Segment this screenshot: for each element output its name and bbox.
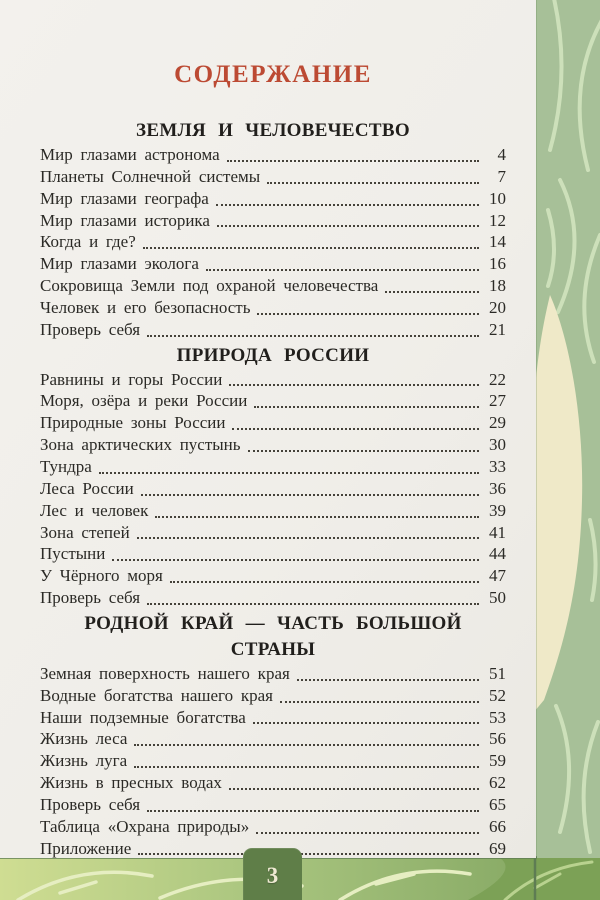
entry-page-number: 21: [489, 319, 506, 339]
entry-title: Человек и его безопасность: [40, 297, 251, 317]
toc-entry: [40, 144, 506, 166]
dotted-leader: [216, 204, 479, 206]
entry-title: Мир глазами историка: [40, 210, 210, 230]
toc-entry: [40, 816, 506, 838]
entry-title: Жизнь в пресных водах: [40, 773, 222, 793]
toc-entry: [40, 728, 506, 750]
entry-page-number: 47: [489, 566, 506, 586]
dotted-leader: [227, 160, 479, 162]
entry-title: Мир глазами эколога: [40, 254, 199, 274]
entry-title: Пустыни: [40, 544, 106, 564]
toc-entry: [40, 390, 506, 412]
dotted-leader: [248, 450, 479, 452]
entry-title: Равнины и горы России: [40, 369, 223, 389]
entry-page-number: 16: [489, 254, 506, 274]
section-heading: ПРИРОДА РОССИИ: [176, 344, 370, 366]
entry-title: Леса России: [40, 478, 134, 498]
toc-entry: [40, 275, 506, 297]
dotted-leader: [112, 559, 479, 561]
entry-page-number: 53: [489, 707, 506, 727]
section-heading: РОДНОЙ КРАЙ — ЧАСТЬ БОЛЬШОЙ СТРАНЫ: [84, 612, 462, 660]
toc-entry: [40, 369, 506, 391]
dotted-leader: [147, 603, 479, 605]
toc-entry: [40, 750, 506, 772]
entry-title: Природные зоны России: [40, 413, 226, 433]
entry-title: Моря, озёра и реки России: [40, 391, 248, 411]
entry-title: Проверь себя: [40, 319, 141, 339]
page-number: 3: [266, 862, 279, 888]
entry-page-number: 41: [489, 522, 506, 542]
dotted-leader: [280, 701, 479, 703]
dotted-leader: [155, 516, 479, 518]
toc-entry: [40, 707, 506, 729]
entry-page-number: 30: [489, 435, 506, 455]
toc-entry: [40, 166, 506, 188]
entry-page-number: 10: [489, 188, 506, 208]
dotted-leader: [267, 182, 479, 184]
entry-title: Мир глазами географа: [40, 188, 209, 208]
entry-page-number: 18: [489, 276, 506, 296]
entry-title: Таблица «Охрана природы»: [40, 816, 250, 836]
entry-page-number: 29: [489, 413, 506, 433]
entry-title: Зона степей: [40, 522, 130, 542]
dotted-leader: [297, 679, 479, 681]
toc-entry: [40, 794, 506, 816]
entry-title: Жизнь луга: [40, 751, 128, 771]
dotted-leader: [254, 406, 479, 408]
dotted-leader: [137, 537, 479, 539]
entry-page-number: 20: [489, 297, 506, 317]
toc-sections: [40, 118, 506, 859]
dotted-leader: [217, 225, 479, 227]
dotted-leader: [138, 853, 479, 855]
entry-page-number: 52: [489, 685, 506, 705]
dotted-leader: [134, 766, 479, 768]
entry-title: Земная поверхность нашего края: [40, 663, 290, 683]
toc-entry: [40, 522, 506, 544]
dotted-leader: [229, 788, 479, 790]
entry-title: Лес и человек: [40, 500, 149, 520]
entry-page-number: 56: [489, 729, 506, 749]
entry-page-number: 33: [489, 456, 506, 476]
entry-title: Проверь себя: [40, 794, 141, 814]
toc-section: [40, 611, 506, 860]
dotted-leader: [141, 494, 479, 496]
entry-title: Наши подземные богатства: [40, 707, 246, 727]
dotted-leader: [206, 269, 479, 271]
entry-title: Жизнь леса: [40, 729, 128, 749]
entry-title: Приложение: [40, 838, 132, 858]
entry-title: Сокровища Земли под охраной человечества: [40, 276, 379, 296]
dotted-leader: [256, 832, 479, 834]
toc-entry: [40, 543, 506, 565]
dotted-leader: [232, 428, 479, 430]
entry-page-number: 27: [489, 391, 506, 411]
section-heading: ЗЕМЛЯ И ЧЕЛОВЕЧЕСТВО: [136, 120, 410, 141]
dotted-leader: [170, 581, 479, 583]
dotted-leader: [385, 291, 479, 293]
toc-entry: [40, 188, 506, 210]
toc-entry: [40, 565, 506, 587]
toc-entry: [40, 587, 506, 609]
entry-page-number: 44: [489, 544, 506, 564]
entry-title: Водные богатства нашего края: [40, 685, 273, 705]
dotted-leader: [147, 810, 479, 812]
dotted-leader: [99, 472, 479, 474]
dotted-leader: [257, 313, 479, 315]
entry-page-number: 39: [489, 500, 506, 520]
entry-page-number: 14: [489, 232, 506, 252]
entry-title: Зона арктических пустынь: [40, 435, 241, 455]
entry-page-number: 69: [489, 838, 506, 858]
toc-entry: [40, 772, 506, 794]
toc-entry: [40, 319, 506, 341]
entry-title: Мир глазами астронома: [40, 145, 220, 164]
entry-page-number: 66: [489, 816, 506, 836]
entry-page-number: 50: [489, 588, 506, 608]
entry-title: Когда и где?: [40, 232, 136, 252]
toc-entry: [40, 253, 506, 275]
dotted-leader: [147, 335, 479, 337]
entry-page-number: 51: [489, 663, 506, 683]
dotted-leader: [143, 247, 479, 249]
entry-page-number: 7: [497, 166, 506, 186]
entry-title: Проверь себя: [40, 588, 141, 608]
entry-page-number: 59: [489, 751, 506, 771]
page-title: СОДЕРЖАНИЕ: [174, 61, 372, 88]
page-number-tab: [243, 848, 302, 900]
toc-entry: [40, 663, 506, 685]
entry-page-number: 65: [489, 794, 506, 814]
toc-entry: [40, 231, 506, 253]
entry-page-number: 62: [489, 773, 506, 793]
entry-page-number: 36: [489, 478, 506, 498]
entry-page-number: 22: [489, 369, 506, 389]
dotted-leader: [229, 384, 479, 386]
toc-entry: [40, 210, 506, 232]
toc-entry: [40, 456, 506, 478]
entry-page-number: 12: [489, 210, 506, 230]
toc-entry: [40, 434, 506, 456]
toc-section: [40, 118, 506, 341]
toc-entry: [40, 297, 506, 319]
entry-title: Тундра: [40, 456, 92, 476]
toc-entry: [40, 478, 506, 500]
toc-section: [40, 343, 506, 609]
dotted-leader: [253, 722, 479, 724]
entry-title: У Чёрного моря: [40, 566, 163, 586]
toc-entry: [40, 685, 506, 707]
toc-entry: [40, 500, 506, 522]
toc-entry: [40, 412, 506, 434]
dotted-leader: [134, 744, 479, 746]
entry-page-number: 4: [497, 145, 506, 164]
entry-title: Планеты Солнечной системы: [40, 166, 261, 186]
